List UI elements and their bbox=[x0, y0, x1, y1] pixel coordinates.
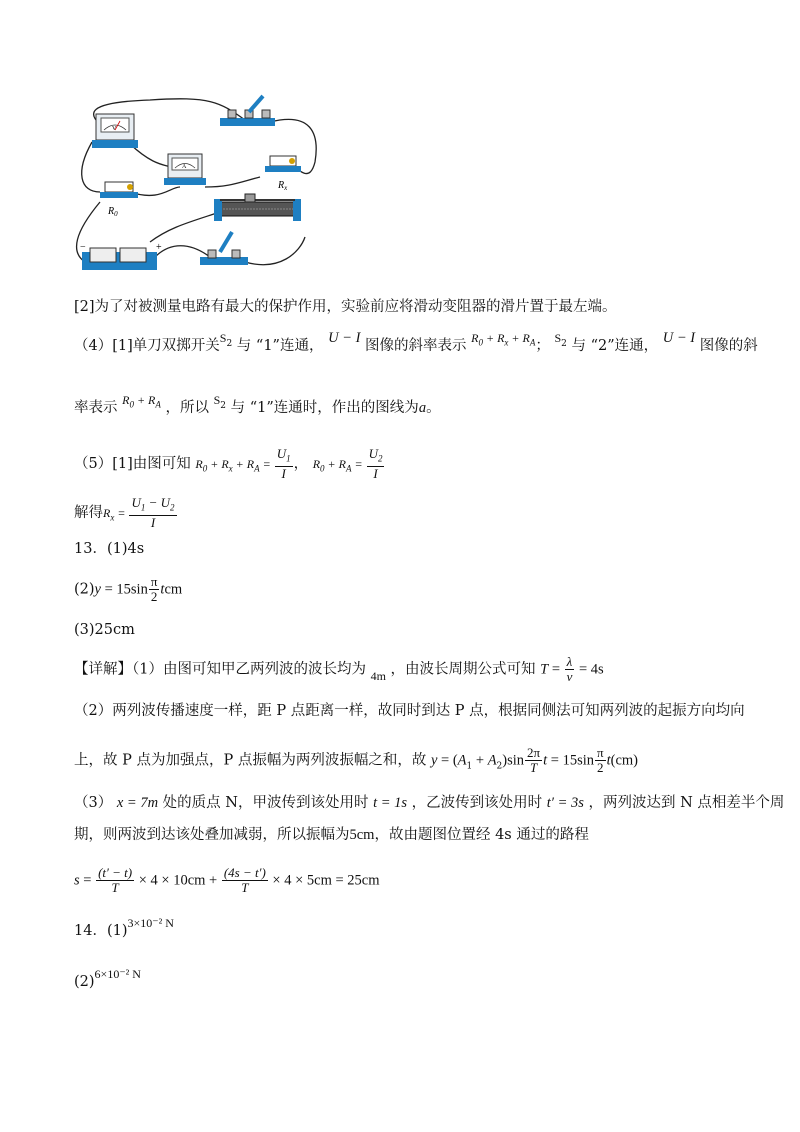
resistor-rx bbox=[265, 156, 301, 192]
text-line-3: 率表示 $^{R_0 + R_A}$ ，所以 $^S_2$ 与 “1”连通时，作出的图线为a。 bbox=[74, 393, 441, 416]
text-line-1: [2]为了对被测量电路有最大的保护作用，实验前应将滑动变阻器的滑片置于最左端。 bbox=[74, 299, 617, 315]
text-line-2: （4）[1]单刀双掷开关$^S_2$ 与 “1”连通， U − I 图像的斜率表示 $^{R_0 + R_x + R_A}$； $^S_2$ 与 “2”连通， U − I 图像的斜 bbox=[74, 330, 758, 354]
path-equation: s = $\frac{(t' - t)}{T}$ × 4 × 10cm + $\frac{(4s - t')}{T}$ × 4 × 5cm = 25cm bbox=[74, 865, 380, 895]
detail-line-5: 期，则两波到达该处叠加减弱，所以振幅为5cm，故由题图位置经 4s 通过的路程 bbox=[74, 827, 589, 843]
circuit-figure bbox=[70, 92, 335, 284]
switch-s2 bbox=[220, 96, 275, 126]
ammeter bbox=[164, 154, 206, 185]
svg-text:R0: $R_0$ bbox=[108, 206, 118, 218]
battery bbox=[80, 242, 162, 270]
q13-answer-1: 13．(1)4s bbox=[74, 541, 145, 557]
detail-line-1: 【详解】（1）由图可知甲乙两列波的波长均为 $_{4m}$ ，由波长周期公式可知 T = $\frac{\lambda}{v}$ = 4s bbox=[74, 654, 604, 684]
svg-text:−: − bbox=[80, 242, 86, 253]
q13-answer-2: (2)y = 15sin $\frac{\pi}{2}$ tcm bbox=[74, 574, 183, 604]
svg-text:Rx: $R_x$ bbox=[278, 180, 288, 192]
svg-text:+: + bbox=[156, 242, 162, 253]
detail-line-2: （2）两列波传播速度一样，距 P 点距离一样，故同时到达 P 点，根据同侧法可知两列波的起振方向均向 bbox=[74, 703, 745, 719]
rheostat bbox=[214, 194, 301, 221]
resistor-r0 bbox=[100, 182, 138, 218]
detail-line-3: 上，故 P 点为加强点，P 点振幅为两列波振幅之和，故 $y = (A_1 + A_2)\sin$ $\frac{2\pi}{T}$ t = 15sin $\frac{\pi}{2}$ t(cm) bbox=[74, 745, 638, 775]
svg-text:A: A bbox=[182, 164, 187, 170]
detail-line-4: （3） x = 7m 处的质点 N，甲波传到该处用时 t = 1s ，乙波传到该处用时 t′ = 3s ，两列波达到 N 点相差半个周 bbox=[74, 795, 785, 811]
q13-answer-3: (3)25cm bbox=[74, 622, 135, 638]
svg-text:V: V bbox=[112, 126, 117, 132]
q14-answer-2: $(2)^{6\times 10^{-2} N}$ bbox=[74, 967, 141, 990]
text-line-4: （5）[1]由图可知 $R_0 + R_x + R_A$ = $\frac{U_1}{I}$ ， $R_0 + R_A$ = $\frac{U_2}{I}$ bbox=[74, 446, 383, 481]
voltmeter bbox=[92, 114, 138, 148]
q14-answer-1: 14．$(1)^{3\times 10^{-2} N}$ bbox=[74, 916, 174, 939]
text-line-5: 解得$R_x$ = $\frac{U_1 - U_2}{I}$ bbox=[74, 495, 175, 530]
switch-s1 bbox=[200, 232, 248, 265]
